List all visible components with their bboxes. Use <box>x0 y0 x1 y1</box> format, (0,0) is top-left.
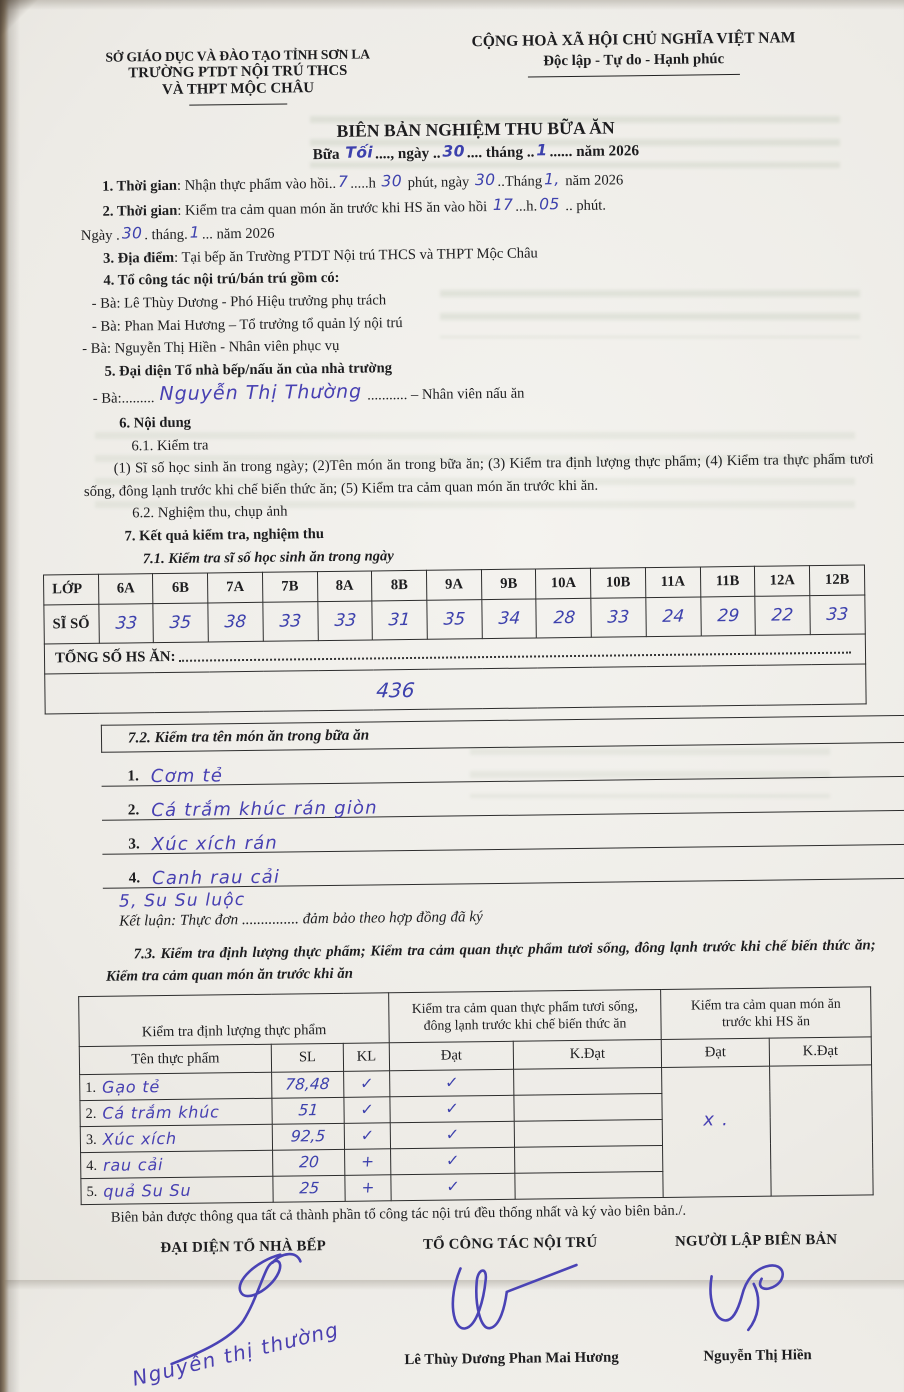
school-name-line1: TRƯỜNG PTDT NỘI TRÚ THCS <box>128 62 348 82</box>
menu-line-number: 2. <box>127 801 140 819</box>
member-line-2: - Bà: Phan Mai Hương – Tổ trưởng tổ quản lý nội trú <box>91 314 403 335</box>
header-underline <box>189 103 287 105</box>
class-name-cell: 11A <box>645 567 700 598</box>
cooked-kdat-cell <box>770 1064 874 1195</box>
national-title: CỘNG HOÀ XÃ HỘI CHỦ NGHĨA VIỆT NAM <box>471 29 796 51</box>
time-receive-line: 1. Thời gian: Nhận thực phẩm vào hồi.. 7 .....h 30 phút, ngày 30 ..Tháng 1, năm 2026 <box>102 170 624 195</box>
signature-squiggle-2 <box>430 1250 591 1352</box>
handwritten-x-mark: x . <box>703 1108 730 1131</box>
food-check-table <box>78 986 873 1205</box>
handwritten-dish-name: Canh rau cải <box>151 866 281 890</box>
dotted-leader <box>179 652 851 662</box>
menu-line-number: 1. <box>127 767 139 785</box>
class-count-cell: 33 <box>810 595 865 635</box>
document-title: BIÊN BẢN NGHIỆM THU BỮA ĂN <box>336 117 615 141</box>
class-count-cell: 29 <box>700 596 755 636</box>
menu-lines <box>101 743 881 888</box>
location-line: 3. Địa điểm: Tại bếp ăn Trường PTDT Nội trú THCS và THPT Mộc Châu <box>103 245 538 267</box>
cooked-food-group-header: Kiểm tra cảm quan món ăn trước khi HS ăn <box>661 986 872 1039</box>
food-kl-cell: ✓ <box>344 1096 390 1123</box>
cooked-dat-cell <box>662 1066 772 1197</box>
class-name-cell: 10A <box>536 568 591 599</box>
kitchen-rep-title: ĐẠI DIỆN TỔ NHÀ BẾP <box>160 1237 327 1256</box>
food-name-cell: 1. Gạo tẻ <box>80 1072 272 1100</box>
menu-line-number: 4. <box>128 869 141 887</box>
recorder-signature <box>627 1248 886 1349</box>
class-count-cell: 38 <box>208 602 263 642</box>
raw-kdat-cell <box>515 1171 663 1199</box>
raw-dat-cell: ✓ <box>390 1095 514 1123</box>
raw-dat-cell: ✓ <box>391 1173 515 1201</box>
food-kl-cell: + <box>345 1148 391 1175</box>
class-count-cell: 24 <box>646 597 701 637</box>
column-header-cell: SL <box>271 1043 343 1072</box>
food-sl-cell: 25 <box>273 1175 345 1202</box>
content-heading: 6. Nội dung <box>119 414 192 432</box>
recorder-title: NGƯỜI LẬP BIÊN BẢN <box>675 1231 838 1250</box>
quantity-group-header: Kiểm tra định lượng thực phẩm <box>79 992 390 1046</box>
document-subtitle: Bữa Tối ...., ngày .. 30 .... tháng .. 1 ...... năm 2026 <box>312 141 640 164</box>
issuing-school-block <box>78 30 397 107</box>
food-name-cell: 4. rau cải <box>81 1150 273 1178</box>
class-count-cell: 28 <box>536 598 591 638</box>
class-name-cell: 7A <box>208 572 263 603</box>
food-kl-cell: ✓ <box>344 1122 390 1149</box>
committee-name-a: Lê Thùy Dương <box>404 1350 506 1368</box>
kitchen-rep-heading: 5. Đại diện Tổ nhà bếp/nấu ăn của nhà trường <box>104 360 393 380</box>
class-count-cell: 35 <box>427 600 482 640</box>
handwritten-total: 436 <box>375 677 416 703</box>
member-line-3: - Bà: Nguyễn Thị Hiền - Nhân viên phục vụ <box>82 338 340 358</box>
committee-signature-block <box>393 1234 629 1376</box>
member-line-1: - Bà: Lê Thùy Dương - Phó Hiệu trưởng phụ trách <box>91 292 387 312</box>
recorder-name: Nguyễn Thị Hiền <box>703 1346 812 1365</box>
raw-dat-cell: ✓ <box>390 1121 514 1149</box>
document-body <box>80 164 877 571</box>
class-name-cell: 12B <box>810 565 865 596</box>
class-name-cell: 7B <box>262 572 317 603</box>
class-name-cell: 8A <box>317 571 372 602</box>
committee-names <box>395 1349 629 1369</box>
food-name-cell: 2. Cá trắm khúc <box>80 1098 272 1126</box>
handwritten-dish-name: Xúc xích rán <box>151 832 279 856</box>
column-header-cell: Tên thực phẩm <box>79 1044 271 1074</box>
class-size-table <box>43 565 867 715</box>
kitchen-rep-signature-block <box>93 1237 395 1391</box>
results-heading: 7. Kết quả kiểm tra, nghiệm thu <box>124 526 325 545</box>
closing-note: Biên bản được thông qua tất cả thành phần tổ công tác nội trú đều thống nhất và ký vào biên bản./. <box>110 1202 687 1226</box>
check-items-paragraph: (1) Sĩ số học sinh ăn trong ngày; (2)Tên món ăn trong bữa ăn; (3) Kiểm tra định lượng thực phẩm; (4) Kiểm tra thực phẩm tươi sống, đông lạnh trước khi chế biến thức ăn; (5) Kiểm tra cảm quan món ăn trước khi ăn. <box>83 451 874 500</box>
food-kl-cell: ✓ <box>344 1070 390 1097</box>
section-71-heading: 7.1. Kiểm tra sĩ số học sinh ăn trong ngày <box>142 547 394 567</box>
food-sl-cell: 51 <box>272 1097 344 1124</box>
raw-dat-cell: ✓ <box>390 1069 514 1097</box>
class-name-cell: 8B <box>372 570 427 601</box>
handwritten-food-name: Xúc xích <box>102 1128 178 1149</box>
class-name-cell: 11B <box>700 566 755 597</box>
food-sl-cell: 92,5 <box>272 1123 344 1150</box>
class-count-cell: 33 <box>591 598 646 638</box>
class-row-label: LỚP <box>43 575 98 606</box>
section-72-heading: 7.2. Kiểm tra tên món ăn trong bữa ăn <box>101 715 904 753</box>
handwritten-dish-name: Cá trắm khúc rán giòn <box>151 797 378 822</box>
class-name-cell: 10B <box>591 568 646 599</box>
class-name-cell: 6A <box>98 574 153 605</box>
acceptance-heading: 6.2. Nghiệm thu, chụp ảnh <box>132 503 288 522</box>
date-line: Ngày . 30 . tháng. 1 ... năm 2026 <box>80 223 275 245</box>
document-header <box>78 24 871 107</box>
menu-conclusion-line: Kết luận: Thực đơn ............... đảm bảo theo hợp đồng đã ký <box>119 908 483 930</box>
motto-underline <box>528 74 740 78</box>
national-motto: Độc lập - Tự do - Hạnh phúc <box>543 51 725 70</box>
column-header-cell: Đạt <box>389 1041 513 1071</box>
kitchen-rep-line: - Bà:......... Nguyễn Thị Thường ........... – Nhân viên nấu ăn <box>92 381 525 408</box>
total-label: TỔNG SỐ HS ĂN: <box>54 649 176 667</box>
raw-food-group-header: Kiểm tra cảm quan thực phẩm tươi sống, đông lạnh trước khi chế biến thức ăn <box>389 989 662 1042</box>
class-count-cell: 33 <box>263 602 318 642</box>
class-name-cell: 9A <box>427 570 482 601</box>
signature-section <box>93 1231 887 1391</box>
check-heading: 6.1. Kiểm tra <box>131 436 209 454</box>
class-count-cell: 33 <box>99 604 154 644</box>
class-count-cell: 35 <box>153 603 208 643</box>
handwritten-dish-5: 5, Su Su luộc <box>118 890 246 912</box>
food-kl-cell: + <box>345 1174 391 1201</box>
kitchen-rep-handwritten-name: Nguyễn thị thường <box>129 1316 342 1391</box>
handwritten-food-name: Gạo tẻ <box>101 1077 161 1097</box>
class-count-cell: 34 <box>482 599 537 639</box>
committee-title: TỔ CÔNG TÁC NỘI TRÚ <box>422 1234 598 1253</box>
raw-kdat-cell <box>514 1119 662 1147</box>
class-count-cell: 31 <box>372 600 427 640</box>
handwritten-food-name: Cá trắm khúc <box>102 1102 220 1123</box>
handwritten-food-name: rau cải <box>102 1155 164 1175</box>
department-name: SỞ GIÁO DỤC VÀ ĐÀO TẠO TỈNH SƠN LA <box>105 46 370 65</box>
national-motto-block <box>396 24 871 103</box>
class-name-cell: 9B <box>481 569 536 600</box>
food-name-cell: 5. quả Su Su <box>81 1176 273 1204</box>
raw-kdat-cell <box>514 1067 662 1095</box>
food-sl-cell: 78,48 <box>272 1071 344 1098</box>
class-count-cell: 33 <box>317 601 372 641</box>
count-row-label: SĨ SỐ <box>44 604 99 644</box>
raw-kdat-cell <box>515 1145 663 1173</box>
handwritten-food-name: quả Su Su <box>103 1180 192 1201</box>
committee-heading: 4. Tổ công tác nội trú/bán trú gồm có: <box>103 270 340 290</box>
column-header-cell: Đạt <box>661 1038 769 1067</box>
class-name-cell: 6B <box>153 573 208 604</box>
food-sl-cell: 20 <box>273 1149 345 1176</box>
committee-name-b: Phan Mai Hương <box>508 1349 619 1367</box>
class-count-cell: 22 <box>755 596 810 636</box>
column-header-cell: KL <box>343 1042 389 1071</box>
school-name-line2: VÀ THPT MỘC CHÂU <box>161 80 315 98</box>
handwritten-dish-name: Cơm tẻ <box>150 765 224 788</box>
time-check-line: 2. Thời gian: Kiểm tra cảm quan món ăn trước khi HS ăn vào hồi 17 ...h. 05 .. phút. <box>102 194 607 220</box>
recorder-signature-block <box>627 1231 887 1373</box>
class-name-cell: 12A <box>755 566 810 597</box>
raw-dat-cell: ✓ <box>391 1147 515 1175</box>
signature-squiggle-3 <box>691 1253 822 1345</box>
column-header-cell: K.Đạt <box>769 1036 871 1065</box>
raw-kdat-cell <box>514 1093 662 1121</box>
section-73-heading: 7.3. Kiểm tra định lượng thực phẩm; Kiểm tra cảm quan thực phẩm tươi sống, đông lạnh trước khi chế biến thức ăn; Kiểm tra cảm quan món ăn trước khi ăn <box>105 937 876 986</box>
menu-line-number: 3. <box>128 835 140 853</box>
committee-signature <box>393 1251 628 1352</box>
column-header-cell: K.Đạt <box>513 1039 661 1069</box>
food-name-cell: 3. Xúc xích <box>80 1124 272 1152</box>
